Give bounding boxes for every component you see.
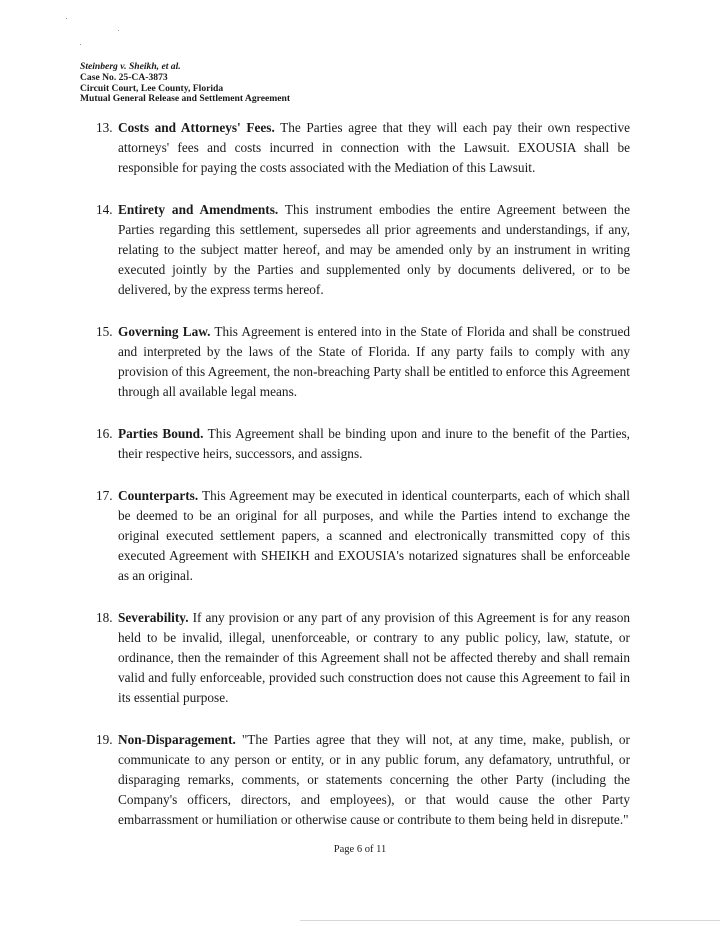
section-number: 13. [96, 120, 113, 135]
section-17 [96, 486, 630, 586]
section-15 [96, 322, 630, 402]
section-text: This Agreement may be executed in identical counterparts, each of which shall be deemed to be an original for all purposes, and while the Parties intend to exchange the original executed settlement papers, a scanned and electronically transmitted copy of this executed Agreement with SHEIKH and EXOUSIA's notarized signatures shall be enforceable as an original. [118, 488, 630, 583]
section-title: Non-Disparagement. [118, 732, 236, 747]
document-title: Mutual General Release and Settlement Agreement [80, 93, 291, 105]
case-caption: Steinberg v. Sheikh, et al. [80, 61, 181, 72]
scan-speck [66, 18, 67, 19]
section-text: "The Parties agree that they will not, at any time, make, publish, or communicate to any person or entity, or in any public forum, any defamatory, untruthful, or disparaging remarks, comments, or statements concerning the other Party (including the Company's officers, directors, and employees), or that would cause the other Party embarrassment or humiliation or otherwise cause or contribute to them being held in disrepute." [118, 732, 630, 827]
section-text: This Agreement is entered into in the State of Florida and shall be construed and interpreted by the laws of the State of Florida. If any party fails to comply with any provision of this Agreement, the non-breaching Party shall be entitled to enforce this Agreement through all available legal means. [118, 324, 630, 399]
section-13 [96, 118, 630, 178]
agreement-body [96, 118, 630, 852]
court-name: Circuit Court, Lee County, Florida [80, 82, 224, 94]
section-19 [96, 730, 630, 830]
scan-speck [80, 44, 81, 45]
section-text: This instrument embodies the entire Agreement between the Parties regarding this settlement, supersedes all prior agreements and understandings, if any, relating to the subject matter hereof, and may be amended only by an instrument in writing executed jointly by the Parties and supplemented only by documents delivered, or to be delivered, by the express terms hereof. [118, 202, 630, 297]
section-number: 17. [96, 488, 113, 503]
scan-edge-line [300, 920, 720, 921]
section-title: Severability. [118, 610, 189, 625]
case-number: Case No. 25-CA-3873 [80, 71, 168, 83]
section-title: Counterparts. [118, 488, 199, 503]
section-text: If any provision or any part of any provision of this Agreement is for any reason held to be invalid, illegal, unenforceable, or contrary to any public policy, law, statute, or ordinance, then the remainder of this Agreement shall not be affected thereby and shall remain valid and fully enforceable, provided such construction does not cause this Agreement to fail in its essential purpose. [118, 610, 630, 705]
section-number: 18. [96, 610, 113, 625]
section-14 [96, 200, 630, 300]
section-title: Costs and Attorneys' Fees. [118, 120, 275, 135]
section-number: 19. [96, 732, 113, 747]
section-text: The Parties agree that they will each pay their own respective attorneys' fees and costs incurred in connection with the Lawsuit. EXOUSIA shall be responsible for paying the costs associated with the Mediation of this Lawsuit. [118, 120, 630, 175]
page-number: Page 6 of 11 [333, 844, 387, 855]
section-number: 16. [96, 426, 113, 441]
section-text: This Agreement shall be binding upon and inure to the benefit of the Parties, their respective heirs, successors, and assigns. [118, 426, 630, 461]
scan-speck [118, 30, 119, 31]
section-title: Entirety and Amendments. [118, 202, 279, 217]
case-header [80, 62, 290, 105]
section-title: Parties Bound. [118, 426, 204, 441]
section-number: 14. [96, 202, 113, 217]
section-number: 15. [96, 324, 113, 339]
section-16 [96, 424, 630, 464]
section-title: Governing Law. [118, 324, 211, 339]
section-18 [96, 608, 630, 708]
